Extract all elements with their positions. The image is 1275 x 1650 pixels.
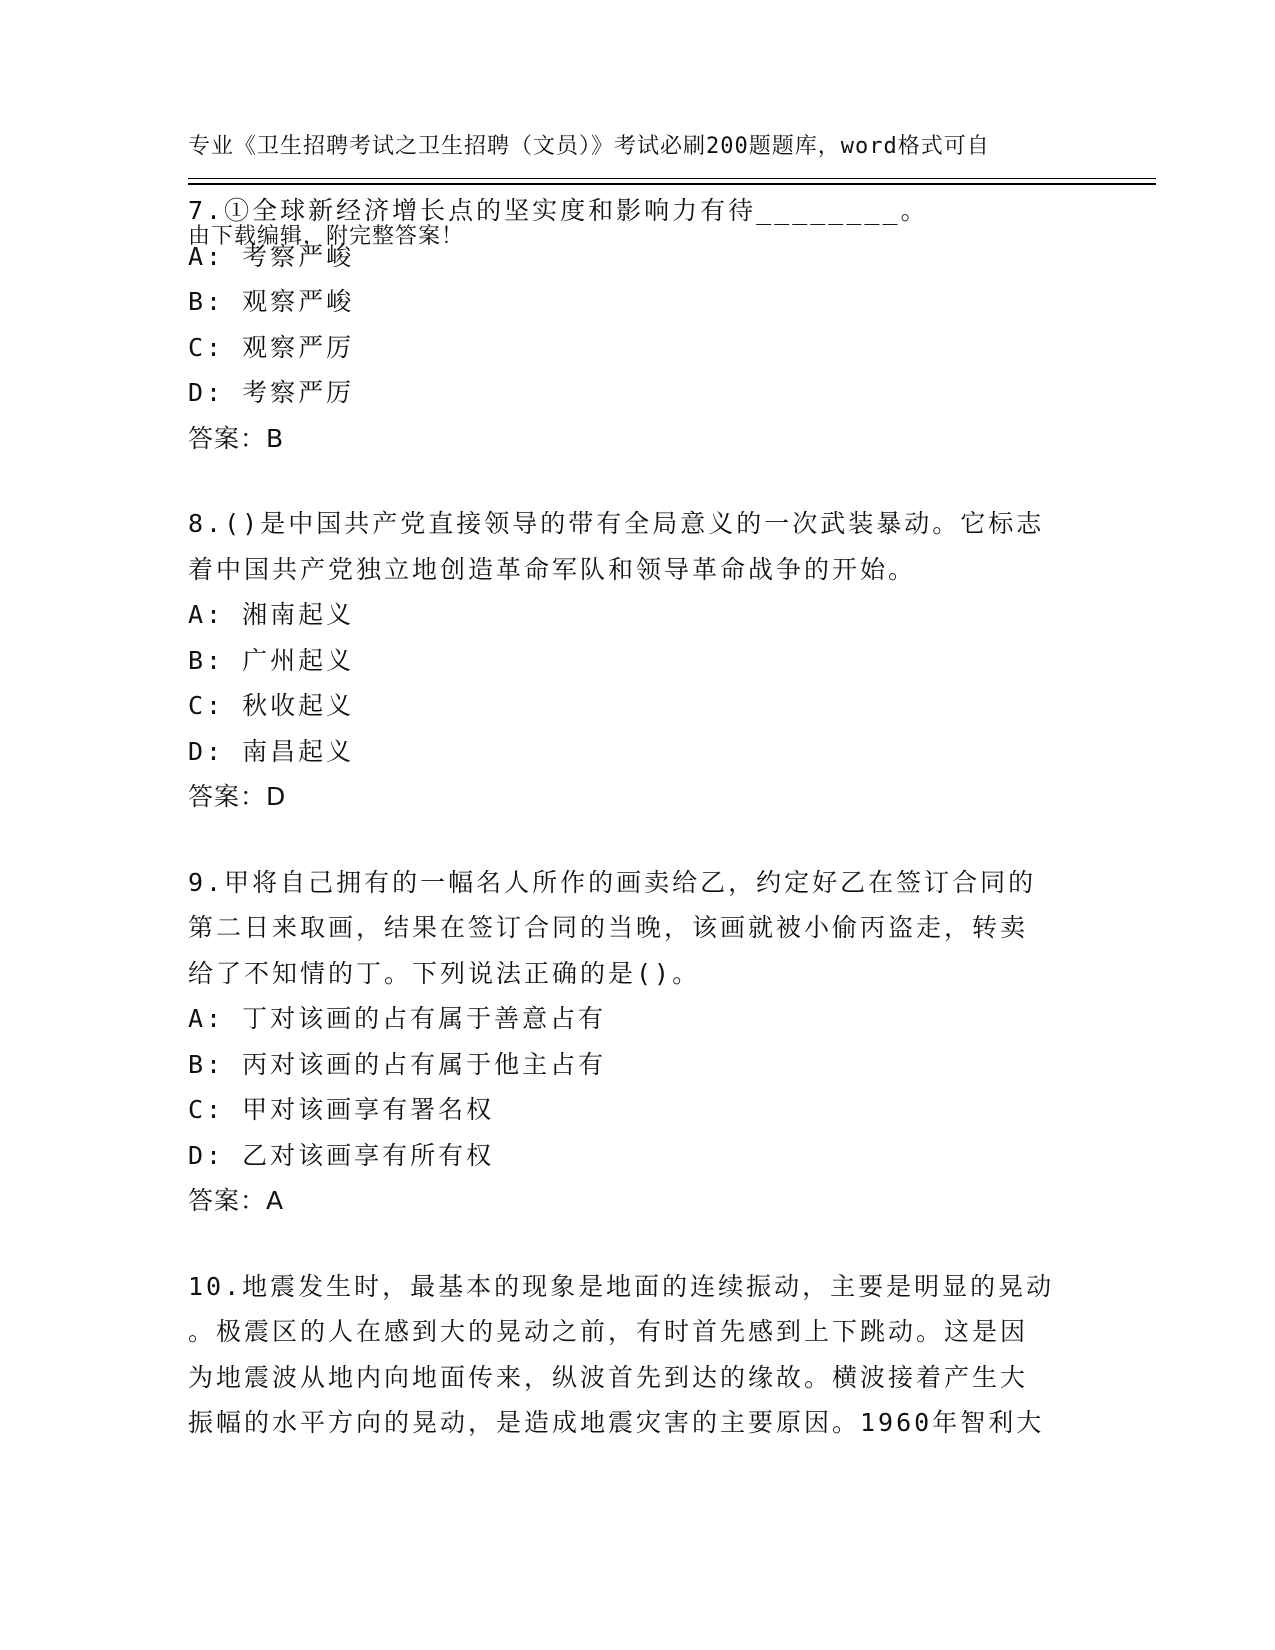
- option-b: B: 丙对该画的占有属于他主占有: [188, 1049, 607, 1079]
- question-stem-line-2: 。极震区的人在感到大的晃动之前，有时首先感到上下跳动。这是因: [188, 1317, 1029, 1346]
- option-a: A: 丁对该画的占有属于善意占有: [188, 1004, 607, 1033]
- question-7: [188, 188, 1078, 461]
- header-line-1: 专业《卫生招聘考试之卫生招聘（文员）》考试必刷200题题库，word格式可自: [188, 134, 990, 159]
- header-rule-thin: [188, 178, 1156, 179]
- question-stem-line-3: 给了不知情的丁。下列说法正确的是()。: [188, 958, 701, 988]
- option-a: A: 考察严峻: [188, 241, 355, 271]
- header-line-2: 由下载编辑，附完整答案！: [188, 224, 465, 249]
- option-b: B: 广州起义: [188, 645, 355, 675]
- option-b: B: 观察严峻: [188, 287, 355, 316]
- option-c: C: 秋收起义: [188, 691, 355, 720]
- option-d: D: 南昌起义: [188, 736, 355, 766]
- question-stem-line-2: 着中国共产党独立地创造革命军队和领导革命战争的开始。: [188, 554, 917, 584]
- option-c: C: 甲对该画享有署名权: [188, 1095, 495, 1124]
- header-rule-thick: [188, 183, 1156, 185]
- question-list: [188, 188, 1078, 1486]
- question-stem: 7.①全球新经济增长点的坚实度和影响力有待________。: [188, 196, 929, 225]
- question-stem-line-3: 为地震波从地内向地面传来，纵波首先到达的缘故。横波接着产生大: [188, 1362, 1029, 1392]
- question-stem-line-1: 10.地震发生时，最基本的现象是地面的连续振动，主要是明显的晃动: [188, 1271, 1055, 1301]
- option-a: A: 湘南起义: [188, 600, 355, 629]
- question-8: [188, 501, 1078, 820]
- option-c: C: 观察严厉: [188, 332, 355, 362]
- option-d: D: 考察严厉: [188, 378, 355, 407]
- question-9: [188, 860, 1078, 1224]
- answer-line: 答案：D: [188, 782, 287, 811]
- option-d: D: 乙对该画享有所有权: [188, 1140, 495, 1170]
- question-stem-line-2: 第二日来取画，结果在签订合同的当晚，该画就被小偷丙盗走，转卖: [188, 913, 1029, 942]
- question-stem-line-1: 8.()是中国共产党直接领导的带有全局意义的一次武装暴动。它标志: [188, 509, 1045, 538]
- question-10: [188, 1264, 1078, 1446]
- question-stem-line-1: 9.甲将自己拥有的一幅名人所作的画卖给乙，约定好乙在签订合同的: [188, 867, 1037, 897]
- question-stem-line-4: 振幅的水平方向的晃动，是造成地震灾害的主要原因。1960年智利大: [188, 1408, 1045, 1437]
- answer-line: 答案：A: [188, 1186, 285, 1215]
- answer-line: 答案：B: [188, 423, 285, 453]
